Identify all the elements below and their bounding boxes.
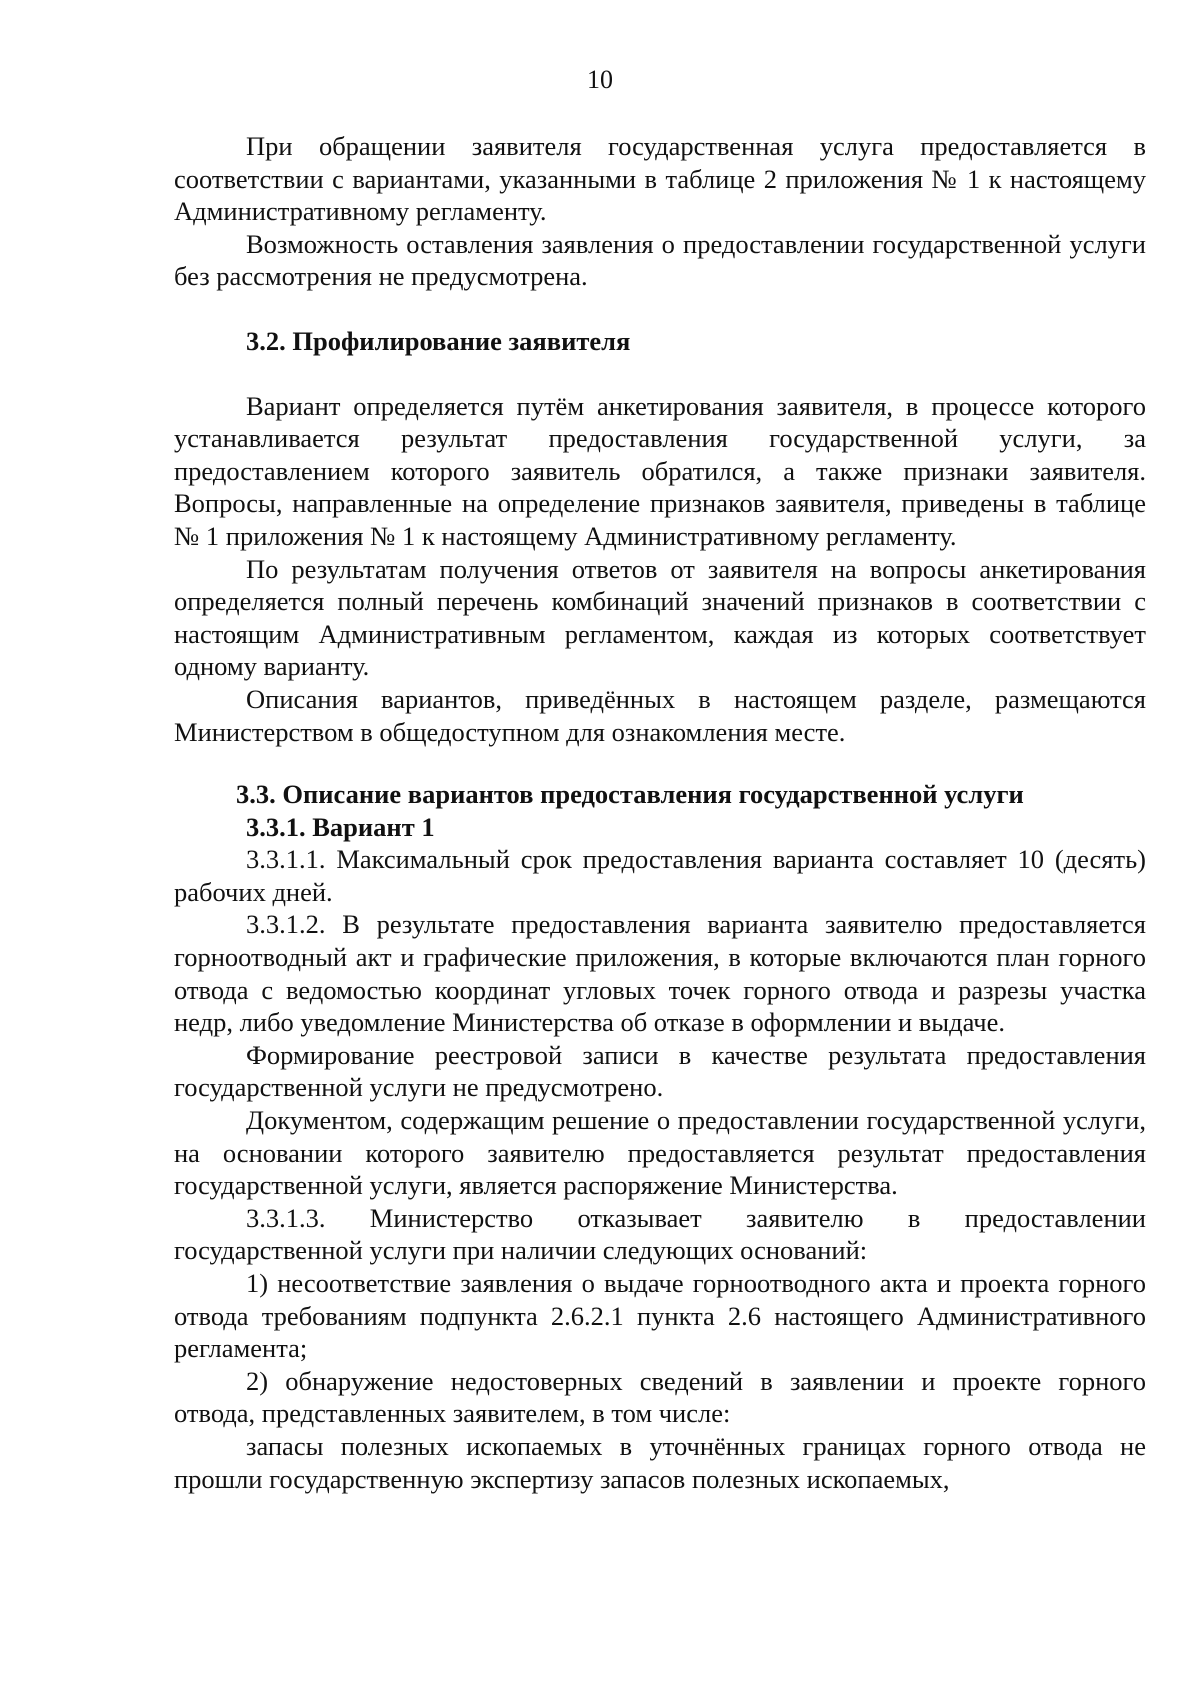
section-3-3-paragraph-8: запасы полезных ископаемых в уточнённых границах горного отвода не прошли государственную экспертизу запасов полезных ископаемых, — [174, 1430, 1146, 1494]
paragraph-intro-1: При обращении заявителя государственная услуга предоставляется в соответствии с вариантами, указанными в таблице 2 приложения № 1 к настоящему Административному регламенту. — [174, 131, 1146, 227]
section-3-2-paragraph-2: По результатам получения ответов от заявителя на вопросы анкетирования определяется полный перечень комбинаций значений признаков в соответствии с настоящим Административным регламентом, каждая из которых соответствует одному варианту. — [174, 553, 1146, 682]
document-body — [174, 130, 1146, 1495]
section-3-3-heading: 3.3. Описание вариантов предоставления государственной услуги — [236, 779, 1024, 810]
section-3-3-1-subheading: 3.3.1. Вариант 1 — [246, 811, 435, 842]
paragraph-intro-2: Возможность оставления заявления о предоставлении государственной услуги без рассмотрения не предусмотрена. — [174, 228, 1146, 292]
page-number: 10 — [587, 65, 613, 94]
section-3-3-paragraph-5: 3.3.1.3. Министерство отказывает заявителю в предоставлении государственной услуги при наличии следующих оснований: — [174, 1202, 1146, 1266]
section-3-3-paragraph-2: 3.3.1.2. В результате предоставления варианта заявителю предоставляется горноотводный акт и графические приложения, в которые включаются план горного отвода с ведомостью координат угловых точек горного отвода и разрезы участка недр, либо уведомление Министерства об отказе в оформлении и выдаче. — [174, 909, 1146, 1038]
section-3-3-paragraph-4: Документом, содержащим решение о предоставлении государственной услуги, на основании которого заявителю предоставляется результат предоставления государственной услуги, является распоряжение Министерства. — [174, 1105, 1146, 1201]
section-3-3-paragraph-1: 3.3.1.1. Максимальный срок предоставления варианта составляет 10 (десять) рабочих дней. — [174, 844, 1146, 907]
section-3-3-paragraph-3: Формирование реестровой записи в качестве результата предоставления государственной услуги не предусмотрено. — [174, 1039, 1146, 1103]
section-3-2-heading: 3.2. Профилирование заявителя — [246, 325, 631, 356]
section-3-3-paragraph-7: 2) обнаружение недостоверных сведений в заявлении и проекте горного отвода, представленных заявителем, в том числе: — [174, 1365, 1146, 1429]
section-3-2-paragraph-3: Описания вариантов, приведённых в настоящем разделе, размещаются Министерством в общедоступном для ознакомления месте. — [174, 683, 1146, 747]
section-3-3-paragraph-6: 1) несоответствие заявления о выдаче горноотводного акта и проекта горного отвода требованиям подпункта 2.6.2.1 пункта 2.6 настоящего Административного регламента; — [174, 1268, 1146, 1364]
section-3-2-paragraph-1: Вариант определяется путём анкетирования заявителя, в процессе которого устанавливается результат предоставления государственной услуги, за предоставлением которого заявитель обратился, а также признаки заявителя. Вопросы, направленные на определение признаков заявителя, приведены в таблице № 1 приложения № 1 к настоящему Административному регламенту. — [174, 390, 1146, 551]
